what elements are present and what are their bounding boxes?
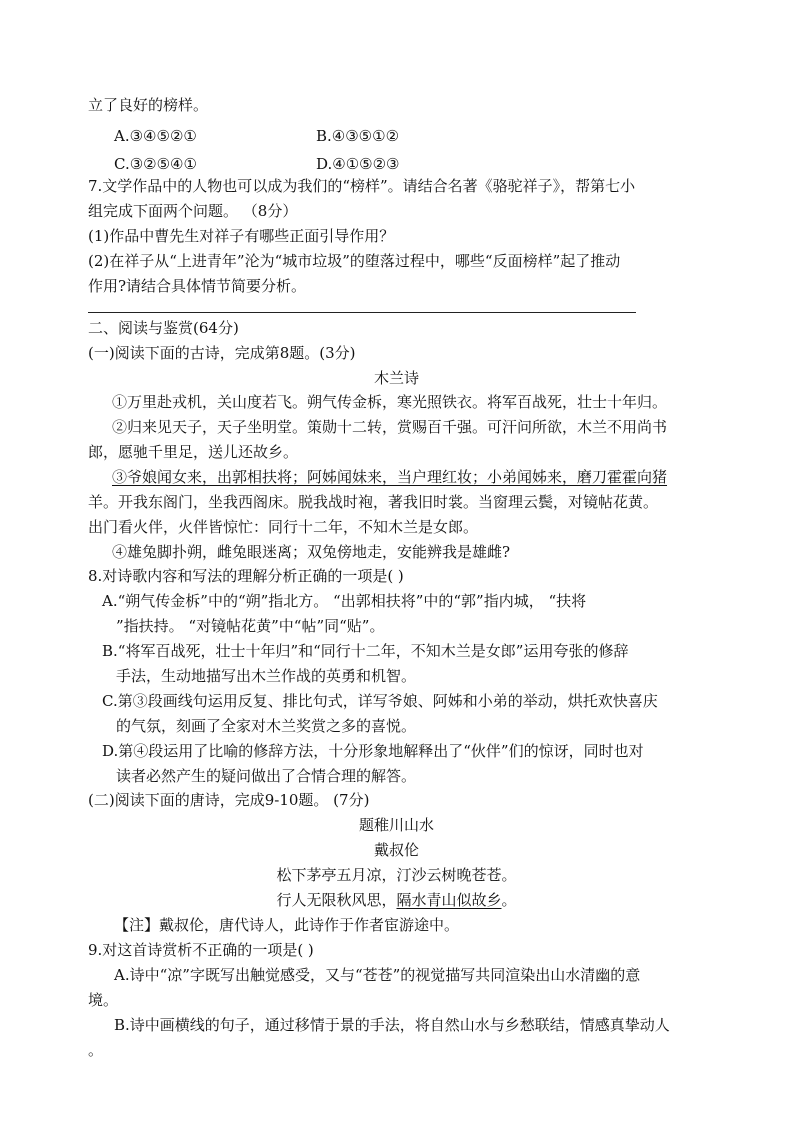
poem-title: 木兰诗 (373, 369, 419, 387)
q8-option-a-line1: A.“朔气传金柝”中的“朔”指北方。 “出郭相扶将”中的“郭”指内城， “扶将 (102, 592, 587, 610)
q8-option-b-line1: B.“将军百战死，壮士十年归”和“同行十二年，不知木兰是女郎”运用夸张的修辞 (102, 642, 629, 660)
q8-option-b-line2: 手法，生动地描写出木兰作战的英勇和机智。 (116, 667, 417, 685)
tang-poem-line2-end: 。 (501, 891, 517, 909)
tang-poem-line2-underlined: 隔水青山似故乡 (396, 891, 502, 909)
poem-line-7: ④雄兔脚扑朔，雌兔眼迷离；双兔傍地走，安能辨我是雄雌? (112, 543, 511, 561)
q7-line1: 7.文学作品中的人物也可以成为我们的“榜样”。请结合名著《骆驼祥子》，帮第七小 (88, 177, 636, 195)
part2-heading: (二)阅读下面的唐诗，完成9-10题。 (7分) (88, 791, 370, 809)
tang-poem-title: 题稚川山水 (358, 816, 434, 834)
q8-option-c-line2: 的气氛，刻画了全家对木兰奖赏之多的喜悦。 (116, 717, 417, 735)
q8-option-a-line2: ”指扶持。 “对镜帖花黄”中“帖”同“贴”。 (116, 617, 385, 635)
q9-option-a-line1: A.诗中“凉”字既写出触觉感受，又与“苍苍”的视觉描写共同渲染出山水清幽的意 (114, 966, 641, 984)
poem-line-5: 羊。开我东阁门，坐我西阁床。脱我战时袍，著我旧时裳。当窗理云鬓，对镜帖花黄。 (88, 493, 659, 511)
poem-line-1: ①万里赴戎机，关山度若飞。朔气传金柝，寒光照铁衣。将军百战死，壮士十年归。 (112, 393, 668, 411)
q6-option-b: B.④③⑤①② (316, 127, 400, 145)
q7-line2: 组完成下面两个问题。 （8分） (88, 202, 298, 220)
q7-sub1: (1)作品中曹先生对祥子有哪些正面引导作用？ (88, 227, 395, 245)
tang-poem-author: 戴叔伦 (373, 841, 419, 859)
q9-option-b-line2: 。 (88, 1041, 104, 1059)
tang-poem-line1: 松下茅亭五月凉，汀沙云树晚苍苍。 (276, 866, 517, 884)
q6-option-d: D.④①⑤②③ (316, 155, 400, 173)
poem-line-3: 郎，愿驰千里足，送儿还故乡。 (88, 443, 299, 461)
section2-heading: 二、阅读与鉴赏(64分) (88, 319, 239, 337)
poem-line-4-underlined: ③爷娘闻女来，出郭相扶将；阿姊闻妹来，当户理红妆；小弟闻姊来，磨刀霍霍向猪 (112, 468, 668, 486)
q8-option-c-line1: C.第③段画线句运用反复、排比句式，详写爷娘、阿姊和小弟的举动，烘托欢快喜庆 (102, 692, 658, 710)
tang-poem-line2 (0, 890, 793, 910)
tang-poem-note: 【注】戴叔伦，唐代诗人，此诗作于作者宦游途中。 (114, 916, 460, 934)
q9-stem: 9.对这首诗赏析不正确的一项是( ) (88, 941, 314, 959)
q9-option-b-line1: B.诗中画横线的句子，通过移情于景的手法，将自然山水与乡愁联结，情感真挚动人 (114, 1016, 670, 1034)
q6-option-a: A.③④⑤②① (114, 127, 197, 145)
q7-sub2-line2: 作用?请结合具体情节简要分析。 (88, 277, 307, 295)
part1-heading: (一)阅读下面的古诗，完成第8题。(3分) (88, 344, 356, 362)
q9-option-a-line2: 境。 (88, 991, 119, 1009)
q6-tail: 立了良好的榜样。 (88, 96, 209, 114)
q8-option-d-line1: D.第④段运用了比喻的修辞方法，十分形象地解释出了“伙伴”们的惊讶，同时也对 (102, 742, 644, 760)
poem-line-2: ②归来见天子，天子坐明堂。策勋十二转，赏赐百千强。可汗问所欲，木兰不用尚书 (112, 418, 668, 436)
answer-line (88, 312, 636, 313)
q8-option-d-line2: 读者必然产生的疑问做出了合情合理的解答。 (116, 767, 417, 785)
q7-sub2-line1: (2)在祥子从“上进青年”沦为“城市垃圾”的堕落过程中，哪些“反面榜样”起了推动 (88, 252, 621, 270)
poem-line-6: 出门看火伴，火伴皆惊忙：同行十二年，不知木兰是女郎。 (88, 518, 479, 536)
q6-option-c: C.③②⑤④① (114, 155, 197, 173)
q8-stem: 8.对诗歌内容和写法的理解分析正确的一项是( ) (88, 567, 404, 585)
tang-poem-line2-plain: 行人无限秋风思， (276, 891, 397, 909)
